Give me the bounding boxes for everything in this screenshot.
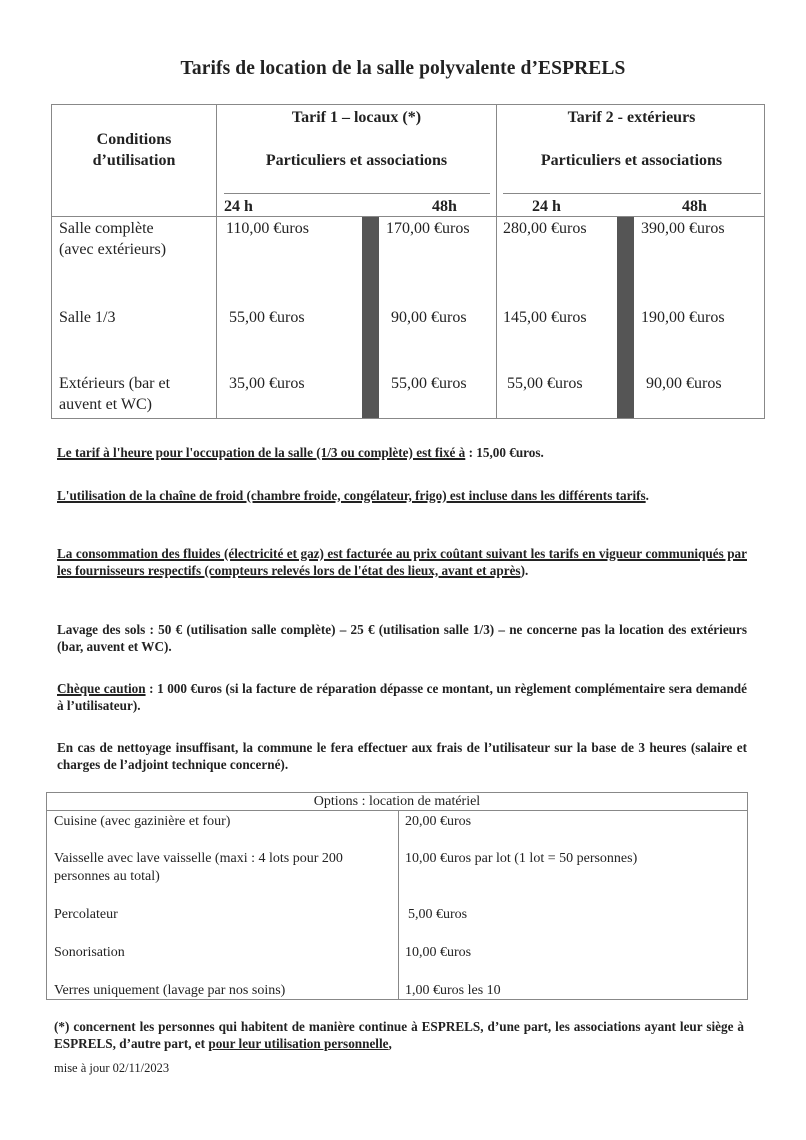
floor-washing-paragraph: Lavage des sols : 50 € (utilisation salle complète) – 25 € (utilisation salle 1/3) – ne concerne pas la location des extérieurs (bar, auvent et WC). [57,622,747,654]
price-cell: 190,00 €uros [641,309,725,326]
option-item: Cuisine (avec gazinière et four) [54,814,231,829]
option-price: 5,00 €uros [408,907,468,922]
row-label-line: Salle complète [59,220,154,237]
dark-column-bar [617,217,634,418]
tarif2-duration-48h: 48h [682,198,707,215]
price-cell: 55,00 €uros [229,309,305,326]
price-cell: 90,00 €uros [646,375,722,392]
price-cell: 280,00 €uros [503,220,587,237]
deposit-label: Chèque caution [57,681,146,696]
tarif2-duration-24h: 24 h [532,198,561,215]
price-cell: 170,00 €uros [386,220,470,237]
row-label-line: Extérieurs (bar et [59,375,171,392]
sub-rule [224,193,490,194]
row-label-line: auvent et WC) [59,396,153,413]
option-price: 10,00 €uros par lot (1 lot = 50 personnes) [405,851,638,866]
fluids-text: La consommation des fluides (électricité et gaz) est facturée au prix coûtant suivant les tarifs en vigueur communiqués par les fournisseurs respectifs (compteurs relevés lors de l'état des lieux, avant et après [57,546,747,578]
price-cell: 145,00 €uros [503,309,587,326]
cold-chain-paragraph [57,487,747,504]
update-date: mise à jour 02/11/2023 [54,1061,170,1075]
conditions-header-line: d’utilisation [92,152,176,169]
col-divider [398,810,399,999]
price-cell: 35,00 €uros [229,375,305,392]
option-item: Percolateur [54,907,118,922]
option-price: 10,00 €uros [405,945,472,960]
page-title: Tarifs de location de la salle polyvalente d’ESPRELS [180,58,626,79]
price-cell: 390,00 €uros [641,220,725,237]
row-label-exterieurs [59,373,170,415]
tarif1-duration-48h: 48h [432,198,457,215]
tarif2-subtitle: Particuliers et associations [540,152,723,169]
cold-chain-text: L'utilisation de la chaîne de froid (chambre froide, congélateur, frigo) est incluse dans les différents tarifs [57,488,646,503]
row-label-line: Salle 1/3 [59,309,116,326]
sub-rule [503,193,761,194]
tarif1-subtitle: Particuliers et associations [265,152,448,169]
option-price: 1,00 €uros les 10 [405,983,501,998]
dark-column-bar [362,217,379,418]
option-item: Verres uniquement (lavage par nos soins) [54,983,286,998]
option-price: 20,00 €uros [405,814,472,829]
deposit-paragraph [57,680,747,714]
fluids-paragraph [57,545,747,579]
price-cell: 90,00 €uros [391,309,467,326]
price-cell: 110,00 €uros [226,220,309,237]
price-cell: 55,00 €uros [391,375,467,392]
tariff-table [51,104,765,419]
options-table [46,792,748,1000]
options-header: Options : location de matériel [313,794,481,809]
header-divider [52,216,764,217]
tarif1-title: Tarif 1 – locaux (*) [291,109,422,126]
footnote-underlined: pour leur utilisation personnelle [208,1036,389,1051]
hourly-rate-label: Le tarif à l'heure pour l'occupation de la salle (1/3 ou complète) est fixé à [57,445,466,460]
punctuation: . [645,488,649,503]
option-item: Sonorisation [54,945,125,960]
punctuation: ). [520,563,529,578]
option-item: Vaisselle avec lave vaisselle (maxi : 4 lots pour 200 personnes au total) [54,851,343,884]
tarif1-duration-24h: 24 h [224,198,253,215]
hourly-rate-value: : 15,00 €uros. [465,445,544,460]
deposit-text: : 1 000 €uros (si la facture de réparation dépasse ce montant, un règlement complémentaire sera demandé à l’utilisateur). [57,681,747,713]
conditions-header [52,129,216,171]
cleaning-paragraph: En cas de nettoyage insuffisant, la commune le fera effectuer aux frais de l’utilisateur sur la base de 3 heures (salaire et charges de l’adjoint technique concerné). [57,740,747,772]
price-cell: 55,00 €uros [507,375,583,392]
hourly-rate-paragraph [57,444,747,461]
footnote-text: (*) concernent les personnes qui habitent de manière continue à ESPRELS, d’une part, les associations ayant leur siège à ESPRELS, d’autre part, et [54,1019,744,1051]
footnote [54,1018,744,1052]
row-label-salle-1-3 [59,307,115,328]
row-label-line: (avec extérieurs) [59,241,167,258]
row-label-salle-complete [59,218,166,260]
punctuation: , [388,1036,392,1051]
tarif2-title: Tarif 2 - extérieurs [567,109,696,126]
conditions-header-line: Conditions [96,131,172,148]
